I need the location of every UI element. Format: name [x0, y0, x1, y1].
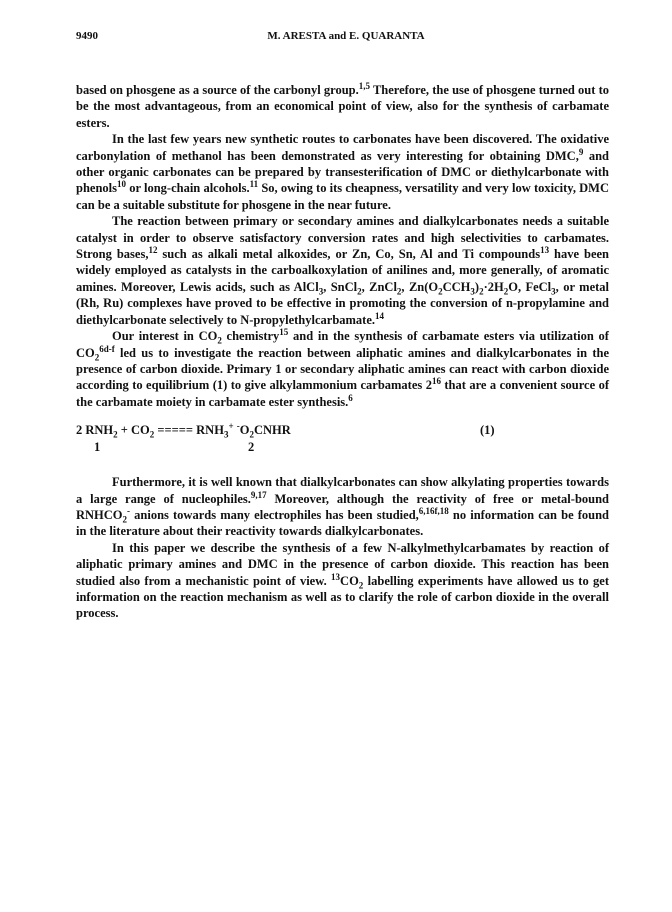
subscript: 3	[318, 286, 324, 297]
superscript: 14	[375, 310, 385, 321]
superscript: +	[228, 420, 234, 431]
text-run: Furthermore, it is well known that dialkylcarbonates can show alkylating properties towards a large range of nucleophiles.	[76, 475, 609, 506]
paragraph	[76, 474, 609, 540]
superscript: -	[127, 505, 131, 516]
text-run: chemistry	[221, 329, 280, 344]
subscript: 3	[223, 429, 229, 440]
text-run: anions towards many electrophiles has been studied,	[130, 507, 419, 522]
superscript: 12	[148, 244, 158, 255]
paragraphs-before-equation	[76, 82, 609, 410]
subscript: 2	[358, 580, 364, 591]
text-run: In the last few years new synthetic routes to carbonates have been discovered. The oxidative carbonylation of methanol has been demonstrated as very interesting for obtaining DMC,	[76, 132, 609, 163]
text-run: In this paper we describe the synthesis of a few N-alkylmethylcarbamates by reaction of aliphatic primary amines and DMC in the presence of carbon dioxide. This reaction has been studied also from a mechanistic point of view.	[76, 540, 609, 588]
superscript: 6d-f	[99, 343, 115, 354]
superscript: 13	[540, 244, 550, 255]
paragraphs-after-equation	[76, 474, 609, 622]
running-head: M. ARESTA and E. QUARANTA	[267, 30, 425, 42]
page-number: 9490	[76, 30, 98, 42]
subscript: 3	[470, 286, 475, 297]
subscript: 2	[217, 335, 222, 346]
paragraph	[76, 328, 609, 410]
text-run: O, FeCl	[508, 279, 552, 294]
superscript: 16	[431, 376, 441, 387]
text-run: that are a convenient source of the carbamate moiety in carbamate ester synthesis.	[76, 378, 610, 409]
superscript: 1,5	[358, 80, 370, 91]
text-run: CO	[340, 573, 359, 588]
text-run: have been widely employed as catalysts in the carboalkoxylation of anilines and, more generally, of aromatic amines. Moreover, Lewis acids, such as AlCl	[76, 247, 609, 294]
text-run: based on phosgene as a source of the carbonyl group.	[76, 83, 359, 97]
subscript: 2	[122, 514, 128, 525]
text-run: So, owing to its cheapness, versatility and very low toxicity, DMC can be a suitable substitute for phosgene in the near future.	[76, 181, 609, 212]
text-run: Therefore, the use of phosgene turned out to be the most advantageous, from an economical point of view, also for the synthesis of carbamate esters.	[76, 83, 609, 130]
paragraph	[76, 82, 609, 131]
text-run: The reaction between primary or secondary amines and dialkylcarbonates needs a suitable catalyst in order to observe satisfactory conversion rates and high selectivities to carbamates. Strong bases,	[76, 214, 609, 262]
text-run: , SnCl	[323, 279, 358, 294]
subscript: 2	[438, 286, 443, 297]
subscript: 2	[503, 286, 509, 297]
superscript: 6	[348, 392, 353, 403]
subscript: 2	[396, 286, 402, 297]
superscript: 10	[117, 179, 126, 190]
subscript: 2	[479, 286, 484, 297]
compound-label-1: 1	[94, 440, 101, 455]
text-run: CNHR	[253, 423, 291, 438]
text-run: or secondary aliphatic amines can react with carbon dioxide according to equilibrium (1) to give alkylammonium carbamates	[76, 361, 609, 393]
superscript: 6,16f,18	[418, 505, 449, 516]
text-run: Moreover, although the reactivity of free or metal-bound RNHCO	[76, 491, 610, 522]
text-run: 2	[425, 378, 432, 393]
compound-label-2: 2	[248, 440, 255, 455]
text-run: , or metal (Rh, Ru) complexes have proved to be effective in promoting the conversion of n-propylamine and diethylcarbonate selectively to N-propylethylcarbamate.	[76, 279, 609, 327]
paragraph	[76, 131, 609, 213]
text-run: CCH	[442, 279, 471, 294]
article-body	[76, 82, 609, 622]
page-header	[76, 30, 616, 46]
text-run: ·2H	[483, 279, 504, 294]
subscript: 2	[94, 352, 100, 362]
superscript: 9	[578, 146, 584, 157]
text-run: no information can be found in the literature about their reactivity towards dialkylcarbonates.	[76, 507, 610, 539]
text-run: such as alkali metal alkoxides, or Zn, Co, Sn, Al and Ti compounds	[157, 247, 541, 262]
text-run: 2 RNH	[76, 423, 114, 438]
text-run: 1	[275, 361, 282, 376]
equation-number: (1)	[480, 423, 495, 438]
paragraph	[76, 540, 609, 622]
superscript: -	[236, 420, 240, 431]
text-run: ===== RNH	[154, 423, 224, 438]
text-run: labelling experiments have allowed us to get information on the reaction mechanism as well as to clarify the role of carbon dioxide in the overall process.	[76, 573, 609, 621]
text-run: Our interest in CO	[112, 329, 218, 344]
text-run: )	[474, 279, 480, 294]
text-run: , ZnCl	[361, 279, 397, 294]
superscript: 11	[249, 179, 259, 190]
equation-1	[76, 422, 609, 456]
superscript: 15	[279, 326, 289, 337]
superscript: 9,17	[250, 489, 267, 500]
text-run: O	[239, 423, 250, 438]
subscript: 3	[551, 286, 556, 297]
text-run: led us to investigate the reaction between aliphatic amines and dialkylcarbonates in the presence of carbon dioxide. Primary	[76, 345, 609, 376]
text-run: or long-chain alcohols.	[126, 181, 250, 196]
subscript: 2	[357, 286, 362, 297]
subscript: 2	[113, 429, 118, 440]
subscript: 2	[249, 429, 254, 440]
superscript: 13	[331, 571, 341, 582]
text-run: and other organic carbonates can be prepared by transesterification of DMC or diethylcarbonate with phenols	[76, 148, 609, 196]
text-run: + CO	[117, 423, 150, 438]
text-run: and in the synthesis of carbamate esters via utilization of CO	[76, 329, 609, 360]
subscript: 2	[149, 429, 155, 440]
paragraph	[76, 213, 609, 328]
text-run: , Zn(O	[401, 279, 439, 294]
equation-text	[76, 422, 291, 438]
